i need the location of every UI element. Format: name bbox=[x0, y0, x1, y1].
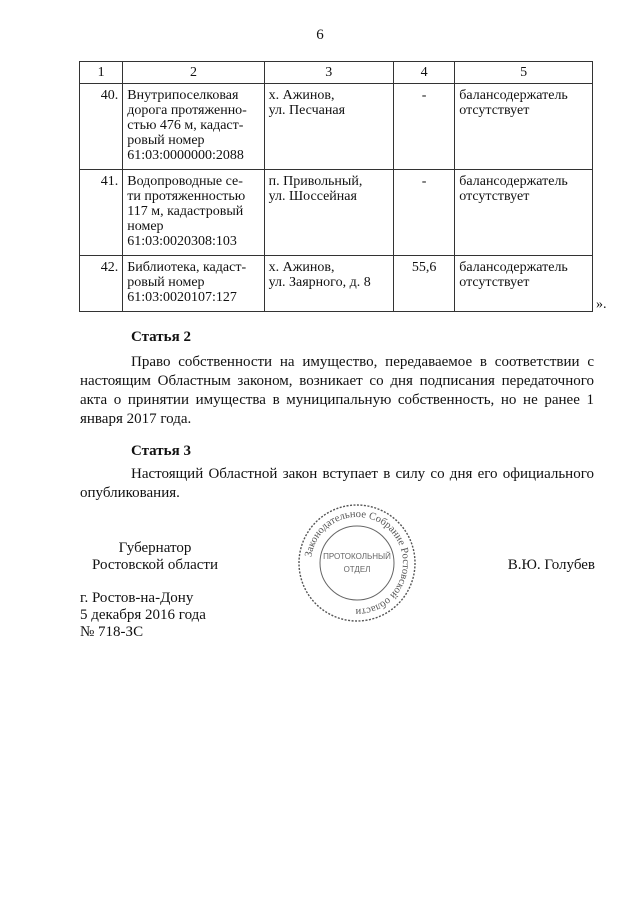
holder-line: отсутствует bbox=[459, 275, 530, 290]
date: 5 декабря 2016 года bbox=[80, 607, 206, 623]
object-name-line: 61:03:0020308:103 bbox=[127, 234, 237, 249]
address-cell bbox=[264, 256, 393, 312]
stamp-center-line-1: ПРОТОКОЛЬНЫЙ bbox=[323, 552, 391, 561]
holder-line: балансодержатель bbox=[459, 88, 568, 103]
object-name-line: ровый номер bbox=[127, 133, 205, 148]
object-name-line: 61:03:0020107:127 bbox=[127, 290, 237, 305]
signatory-name: В.Ю. Голубев bbox=[507, 557, 595, 573]
table-row bbox=[80, 84, 593, 170]
object-name-line: Библиотека, кадаст- bbox=[127, 260, 247, 275]
holder-line: отсутствует bbox=[459, 189, 530, 204]
object-name-line: ровый номер bbox=[127, 275, 205, 290]
area-cell: - bbox=[393, 84, 454, 170]
object-name-line: стью 476 м, кадаст- bbox=[127, 118, 244, 133]
row-number: 42. bbox=[80, 256, 123, 312]
holder-line: балансодержатель bbox=[459, 260, 568, 275]
city: г. Ростов-на-Дону bbox=[80, 590, 194, 606]
column-header-3: 3 bbox=[264, 62, 393, 84]
law-number: № 718-ЗС bbox=[80, 624, 144, 640]
stamp-outer-ring bbox=[299, 505, 415, 621]
holder-line: отсутствует bbox=[459, 103, 530, 118]
object-name-line: Водопроводные се- bbox=[127, 174, 243, 189]
column-header-1: 1 bbox=[80, 62, 123, 84]
column-header-4: 4 bbox=[393, 62, 454, 84]
object-name-cell bbox=[123, 170, 264, 256]
address-line: х. Ажинов, bbox=[268, 260, 335, 275]
stamp-ring-text: Законодательное Собрание Ростовской области bbox=[303, 508, 412, 618]
address-line: ул. Песчаная bbox=[268, 103, 346, 118]
object-name-line: дорога протяженно- bbox=[127, 103, 247, 118]
address-line: ул. Заярного, д. 8 bbox=[268, 275, 371, 290]
table-row bbox=[80, 256, 593, 312]
holder-cell bbox=[455, 170, 593, 256]
place-and-date bbox=[80, 590, 206, 641]
property-table bbox=[79, 61, 593, 312]
official-stamp bbox=[296, 502, 418, 624]
article-3-text: Настоящий Областной закон вступает в силу со дня его официального опубликования. bbox=[80, 466, 594, 501]
address-line: ул. Шоссейная bbox=[268, 189, 357, 204]
holder-cell bbox=[455, 256, 593, 312]
address-cell bbox=[264, 84, 393, 170]
table-header-row bbox=[80, 62, 593, 84]
object-name-cell bbox=[123, 256, 264, 312]
stamp-inner-ring bbox=[320, 526, 394, 600]
article-2-heading: Статья 2 bbox=[131, 329, 191, 345]
signatory-title bbox=[80, 540, 230, 574]
row-number: 41. bbox=[80, 170, 123, 256]
article-2-text: Право собственности на имущество, передаваемое в соответствии с настоящим Областным законом, возникает со дня подписания передаточного акта о принятии имущества в муниципальную собственность, но не ранее 1 января 2017 года. bbox=[80, 354, 594, 427]
holder-cell bbox=[455, 84, 593, 170]
signatory-title-line: Ростовской области bbox=[92, 557, 218, 573]
object-name-line: номер bbox=[127, 219, 164, 234]
area-cell: - bbox=[393, 170, 454, 256]
holder-line: балансодержатель bbox=[459, 174, 568, 189]
object-name-line: 117 м, кадастровый bbox=[127, 204, 244, 219]
table-row bbox=[80, 170, 593, 256]
object-name-cell bbox=[123, 84, 264, 170]
signatory-title-line: Губернатор bbox=[118, 540, 192, 556]
address-cell bbox=[264, 170, 393, 256]
row-number: 40. bbox=[80, 84, 123, 170]
column-header-2: 2 bbox=[123, 62, 264, 84]
address-line: п. Привольный, bbox=[268, 174, 363, 189]
stamp-center-line-2: ОТДЕЛ bbox=[343, 565, 371, 574]
object-name-line: 61:03:0000000:2088 bbox=[127, 148, 244, 163]
area-cell: 55,6 bbox=[393, 256, 454, 312]
address-line: х. Ажинов, bbox=[268, 88, 335, 103]
object-name-line: Внутрипоселковая bbox=[127, 88, 239, 103]
page-number: 6 bbox=[316, 27, 324, 43]
closing-quote: ». bbox=[596, 297, 607, 312]
article-3-heading: Статья 3 bbox=[131, 443, 191, 459]
object-name-line: ти протяженностью bbox=[127, 189, 246, 204]
column-header-5: 5 bbox=[455, 62, 593, 84]
